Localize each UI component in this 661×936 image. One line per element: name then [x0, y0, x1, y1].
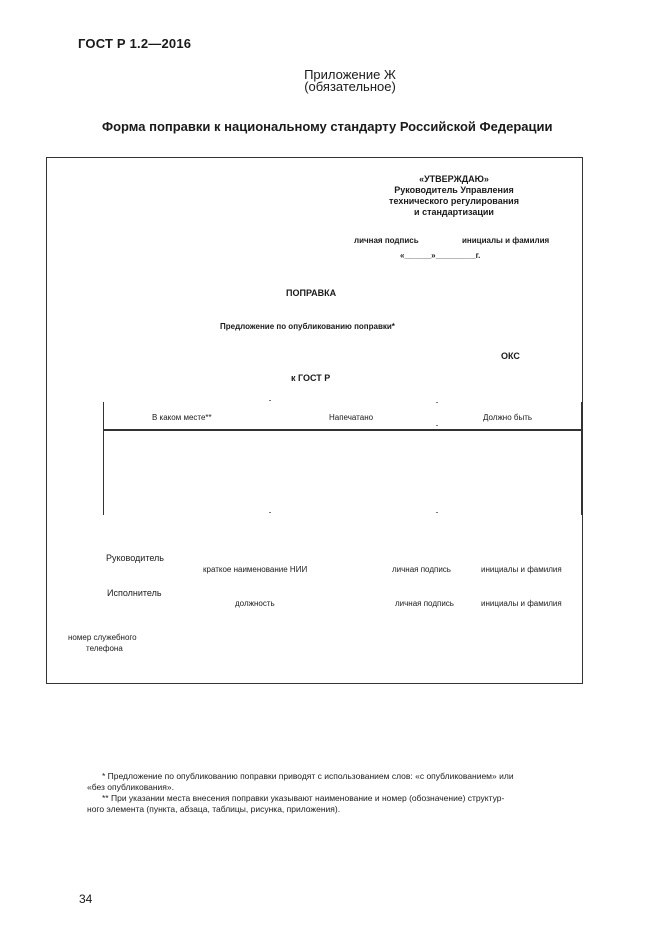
footnote-1-line2: «без опубликования».	[87, 782, 174, 792]
approval-line1: «УТВЕРЖДАЮ»	[419, 174, 489, 184]
footnote-1-line1: * Предложение по опубликованию поправки приводят с использованием слов: «с опубликованием» или	[102, 771, 514, 781]
table-header-printed: Напечатано	[329, 413, 374, 422]
appendix-title: Приложение Ж	[304, 67, 396, 82]
page-number: 34	[79, 892, 93, 906]
executor-position-label: должность	[235, 599, 275, 608]
form-title: Форма поправки к национальному стандарту Российской Федерации	[102, 119, 553, 134]
phone-label-line2: телефона	[86, 644, 123, 653]
table-header-location: В каком месте**	[152, 413, 212, 422]
document-header: ГОСТ Р 1.2—2016	[78, 36, 192, 51]
head-label: Руководитель	[106, 553, 164, 563]
amendment-form-frame	[46, 157, 583, 684]
head-name-label: инициалы и фамилия	[481, 565, 562, 574]
table-header-should-be: Должно быть	[483, 413, 533, 422]
approval-date-line: «______»_________г.	[400, 251, 481, 260]
appendix-subtitle: (обязательное)	[304, 79, 396, 94]
gost-reference-label: к ГОСТ Р	[291, 373, 331, 383]
oks-label: ОКС	[501, 351, 520, 361]
approval-signature-label: личная подпись	[354, 236, 419, 245]
approval-line4: и стандартизации	[414, 207, 494, 217]
footnote-2-line2: ного элемента (пункта, абзаца, таблицы, рисунка, приложения).	[87, 804, 341, 814]
footnote-2-line1: ** При указании места внесения поправки указывают наименование и номер (обозначение) структур-	[102, 793, 505, 803]
amendment-proposal: Предложение по опубликованию поправки*	[220, 322, 395, 331]
executor-label: Исполнитель	[107, 588, 162, 598]
table-left-border	[103, 402, 104, 515]
table-header-divider	[103, 429, 582, 431]
table-right-border	[581, 402, 582, 515]
approval-line2: Руководитель Управления	[394, 185, 514, 195]
executor-sign-label: личная подпись	[395, 599, 454, 608]
approval-name-label: инициалы и фамилия	[462, 236, 550, 245]
amendment-title: ПОПРАВКА	[286, 288, 337, 298]
phone-label-line1: номер служебного	[68, 633, 137, 642]
approval-line3: технического регулирования	[389, 196, 519, 206]
head-org-label: краткое наименование НИИ	[203, 565, 308, 574]
executor-name-label: инициалы и фамилия	[481, 599, 562, 608]
head-sign-label: личная подпись	[392, 565, 451, 574]
